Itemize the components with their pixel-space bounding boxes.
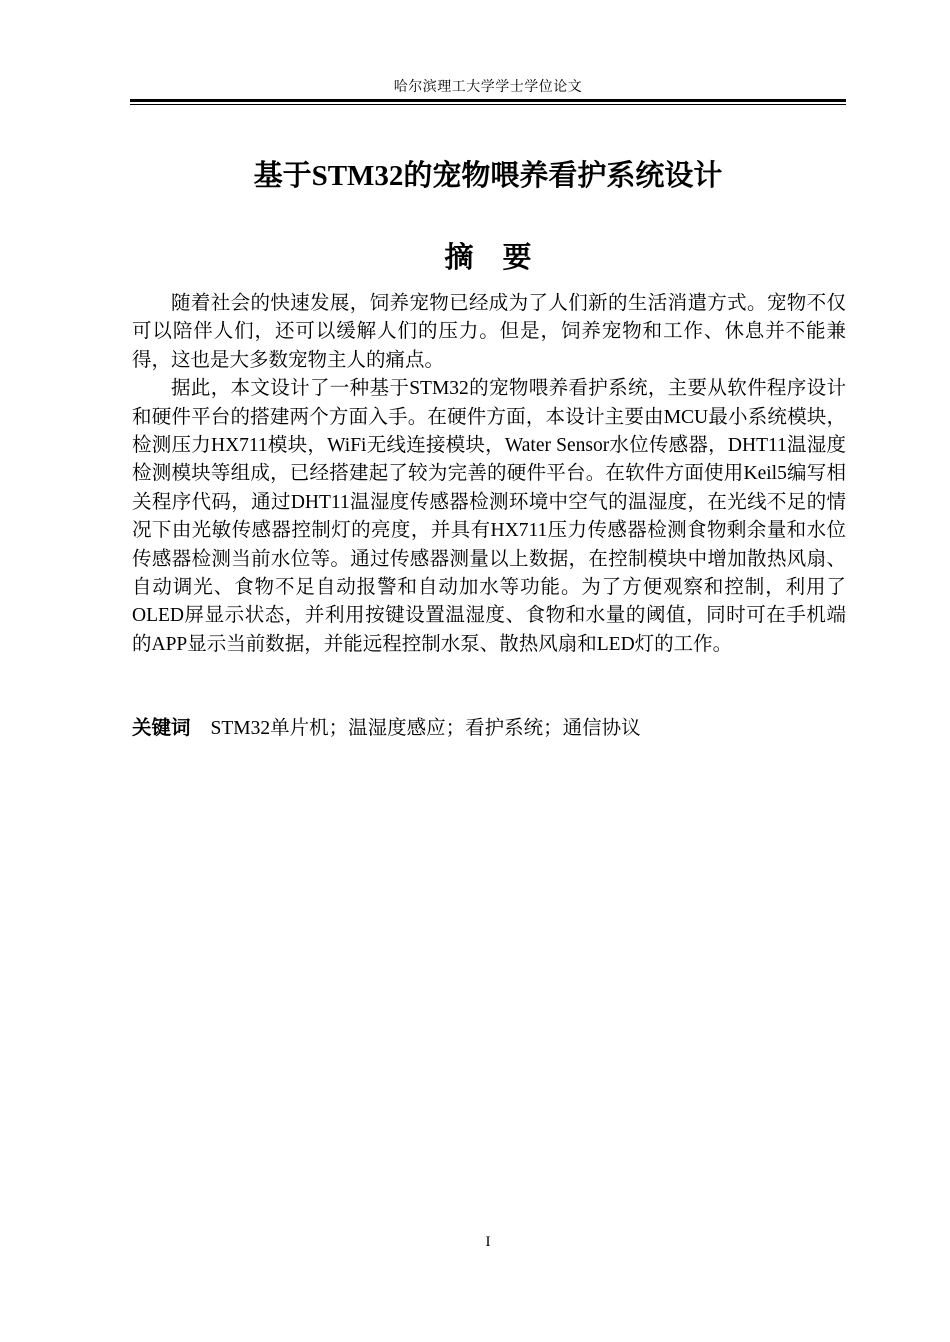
header-rule-thick: [130, 99, 846, 102]
keywords-label: 关键词: [132, 716, 191, 739]
thesis-title: 基于STM32的宠物喂养看护系统设计: [253, 160, 723, 192]
abstract-paragraph-1: 随着社会的快速发展，饲养宠物已经成为了人们新的生活消遣方式。宠物不仅可以陪伴人们，还可以缓解人们的压力。但是，饲养宠物和工作、休息并不能兼得，这也是大多数宠物主人的痛点。: [132, 293, 846, 371]
keywords-line: [132, 714, 846, 743]
abstract-body: [132, 290, 846, 659]
keywords-text: STM32单片机；温湿度感应；看护系统；通信协议: [210, 718, 641, 739]
abstract-paragraph-2: 据此，本文设计了一种基于STM32的宠物喂养看护系统，主要从软件程序设计和硬件平台的搭建两个方面入手。在硬件方面，本设计主要由MCU最小系统模块，检测压力HX711模块，WiFi无线连接模块，Water Sensor水位传感器，DHT11温湿度检测模块等组成，已经搭建起了较为完善的硬件平台。在软件方面使用Keil5编写相关程序代码，通过DHT11温湿度传感器检测环境中空气的温湿度，在光线不足的情况下由光敏传感器控制灯的亮度，并具有HX711压力传感器检测食物剩余量和水位传感器检测当前水位等。通过传感器测量以上数据，在控制模块中增加散热风扇、自动调光、食物不足自动报警和自动加水等功能。为了方便观察和控制，利用了OLED屏显示状态，并利用按键设置温湿度、食物和水量的阈值，同时可在手机端的APP显示当前数据，并能远程控制水泵、散热风扇和LED灯的工作。: [132, 378, 846, 655]
header-rule-thin: [130, 104, 846, 105]
running-header: 哈尔滨理工大学学士学位论文: [393, 80, 583, 95]
abstract-heading: 摘 要: [444, 242, 532, 274]
page-number: I: [485, 1234, 491, 1250]
